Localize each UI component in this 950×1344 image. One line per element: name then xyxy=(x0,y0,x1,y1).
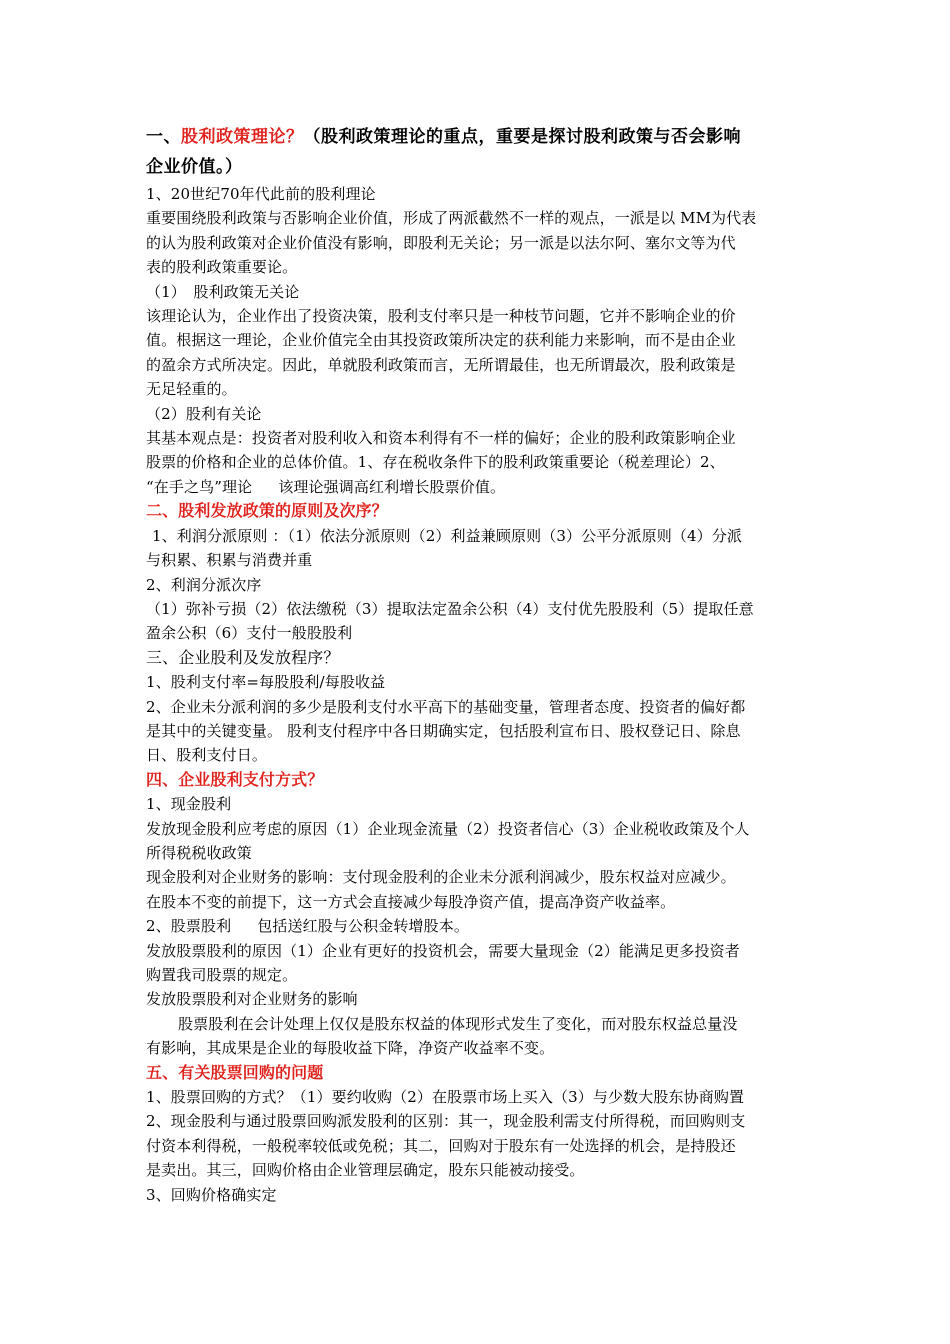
s4-para2-line: 在股本不变的前提下，这一方式会直接减少每股净资产值，提高净资产收益率。 xyxy=(146,892,676,911)
section-1-note-1: （股利政策理论的重点，重要是探讨股利政策与否会影响 xyxy=(303,127,741,147)
s5-item-3: 3、回购价格确实定 xyxy=(146,1185,277,1204)
section-1-heading xyxy=(146,122,808,152)
section-1-title: 股利政策理论？ xyxy=(181,127,304,147)
s1-para2-line: 值。根据这一理论，企业价值完全由其投资政策所决定的获利能力来影响，而不是由企业 xyxy=(146,331,736,350)
s5-item-1: 1、股票回购的方式？（1）要约收购（2）在股票市场上买入（3）与少数大股东协商购置 xyxy=(146,1088,745,1107)
s1-para1-line: 表的股利政策重要论。 xyxy=(146,258,298,277)
section-3-title: 三、企业股利及发放程序？ xyxy=(146,647,340,667)
s1-subheading-1: 1、20世纪70年代此前的股利理论 xyxy=(146,185,376,203)
s1-para3-line: 其基本观点是：投资者对股利收入和资本利得有不一样的偏好；企业的股利政策影响企业 xyxy=(146,429,736,448)
s3-item2-line: 日、股利支付日。 xyxy=(146,746,267,765)
section-1-heading-cont: 企业价值。） xyxy=(146,157,243,177)
s4-item2-label: 2、股票股利 xyxy=(146,917,232,936)
s5-item2-line: 2、现金股利与通过股票回购派发股利的区别：其一，现金股利需支付所得税，而回购则支 xyxy=(146,1112,746,1131)
s4-para1-line: 发放现金股利应考虑的原因（1）企业现金流量（2）投资者信心（3）企业税收政策及个人 xyxy=(146,819,750,838)
s2-item2-line: 盈余公积（6）支付一般股股利 xyxy=(146,624,353,643)
s1-item-1: （1） 股利政策无关论 xyxy=(146,282,300,301)
section-5-title: 五、有关股票回购的问题 xyxy=(146,1062,324,1082)
section-4-title: 四、企业股利支付方式？ xyxy=(146,769,324,789)
s2-item1-line: 与积累、积累与消费并重 xyxy=(146,551,313,570)
s4-para4: 发放股票股利对企业财务的影响 xyxy=(146,990,358,1009)
s5-item2-line: 付资本利得税，一般税率较低或免税；其二，回购对于股东有一处选择的机会，是持股还 xyxy=(146,1136,736,1155)
s1-para2-line: 无足轻重的。 xyxy=(146,380,237,399)
s4-para5-line: 有影响，其成果是企业的每股收益下降，净资产收益率不变。 xyxy=(146,1039,555,1058)
s4-item-2 xyxy=(146,914,808,938)
s4-para2-line: 现金股利对企业财务的影响：支付现金股利的企业未分派利润减少，股东权益对应减少。 xyxy=(146,868,736,887)
s1-para3-line: 股票的价格和企业的总体价值。1、存在税收条件下的股利政策重要论（税差理论）2、 xyxy=(146,453,725,472)
s1-para3-last-line xyxy=(146,475,808,499)
document-page xyxy=(146,122,808,1207)
s1-para1-line: 的认为股利政策对企业价值没有影响，即股利无关论；另一派是以法尔阿、塞尔文等为代 xyxy=(146,233,736,252)
s1-item-2: （2）股利有关论 xyxy=(146,404,262,423)
s4-para3-line: 购置我司股票的规定。 xyxy=(146,966,298,984)
s4-para3-line: 发放股票股利的原因（1）企业有更好的投资机会，需要大量现金（2）能满足更多投资者 xyxy=(146,941,740,960)
s2-item1-line: 1、利润分派原则 ：（1）依法分派原则（2）利益兼顾原则（3）公平分派原则（4）分派 xyxy=(152,526,743,545)
section-1-prefix: 一、 xyxy=(146,127,181,147)
s4-para5-line: 股票股利在会计处理上仅仅是股东权益的体现形式发生了变化，而对股东权益总量没 xyxy=(178,1014,738,1033)
s2-item2-line: （1）弥补亏损（2）依法缴税（3）提取法定盈余公积（4）支付优先股股利（5）提取任意 xyxy=(146,599,754,618)
s4-item-1: 1、现金股利 xyxy=(146,795,232,814)
s1-para3-last-b: 该理论强调高红利增长股票价值。 xyxy=(278,477,506,496)
s4-para1-line: 所得税税收政策 xyxy=(146,843,252,862)
s1-para2-line: 的盈余方式所决定。因此，单就股利政策而言，无所谓最佳，也无所谓最次，股利政策是 xyxy=(146,355,736,374)
s5-item2-line: 是卖出。其三，回购价格由企业管理层确定，股东只能被动接受。 xyxy=(146,1161,585,1180)
s1-para1-line: 重要围绕股利政策与否影响企业价值，形成了两派截然不一样的观点，一派是以 MM为代表 xyxy=(146,209,757,228)
s3-item2-line: 2、企业未分派利润的多少是股利支付水平高下的基础变量，管理者态度、投资者的偏好都 xyxy=(146,697,746,716)
s1-para3-last-a: “在手之鸟”理论 xyxy=(146,477,253,496)
s3-item-1: 1、股利支付率=每股股利/每股收益 xyxy=(146,673,386,692)
s2-item-2: 2、利润分派次序 xyxy=(146,575,262,594)
s4-item2-text: 包括送红股与公积金转增股本。 xyxy=(257,917,469,936)
s1-para2-line: 该理论认为，企业作出了投资决策，股利支付率只是一种枝节问题，它并不影响企业的价 xyxy=(146,307,736,326)
section-2-title: 二、股利发放政策的原则及次序？ xyxy=(146,501,388,521)
s3-item2-line: 是其中的关键变量。 股利支付程序中各日期确实定，包括股利宣布日、股权登记日、除息 xyxy=(146,721,741,740)
